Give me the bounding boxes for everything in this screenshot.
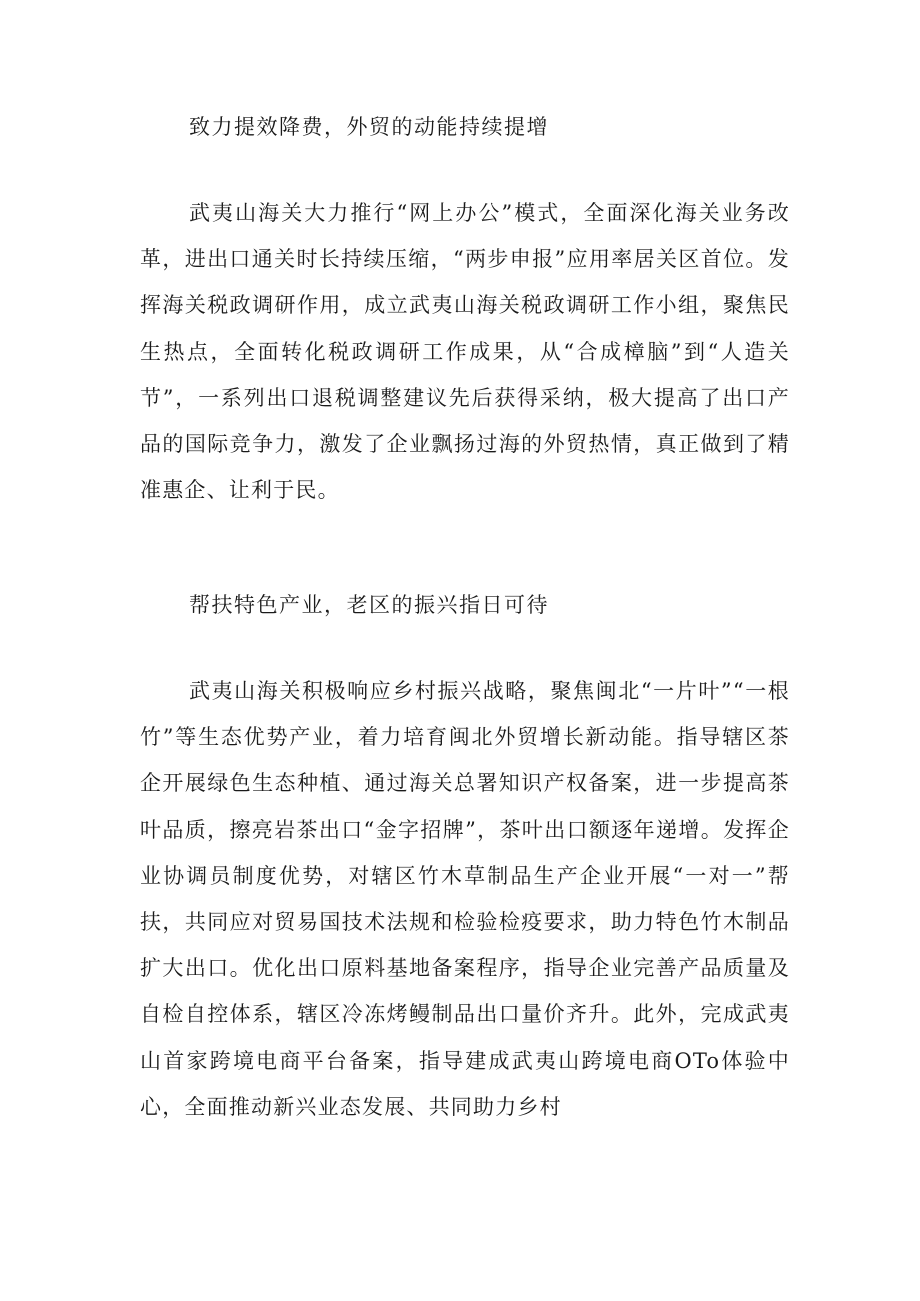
section-heading-special-industry: 帮扶特色产业，老区的振兴指日可待 <box>189 593 549 617</box>
paragraph-online-office: 武夷山海关大力推行“网上办公”模式，全面深化海关业务改革，进出口通关时长持续压缩，“两步申报”应用率居关区首位。发挥海关税政调研作用，成立武夷山海关税政调研工作小组，聚焦民生热点，全面转化税政调研工作成果，从“合成樟脑”到“人造关节”，一系列出口退税调整建议先后获得采纳，极大提高了出口产品的国际竞争力，激发了企业飘扬过海的外贸热情，真正做到了精准惠企、让利于民。 <box>140 201 790 503</box>
paragraph-rural-revitalization: 武夷山海关积极响应乡村振兴战略，聚焦闽北“一片叶”“一根竹”等生态优势产业，着力培育闽北外贸增长新动能。指导辖区茶企开展绿色生态种植、通过海关总署知识产权备案，进一步提高茶叶品质，擦亮岩茶出口“金字招牌”，茶叶出口额逐年递增。发挥企业协调员制度优势，对辖区竹木草制品生产企业开展“一对一”帮扶，共同应对贸易国技术法规和检验检疫要求，助力特色竹木制品扩大出口。优化出口原料基地备案程序，指导企业完善产品质量及自检自控体系，辖区冷冻烤鳗制品出口量价齐升。此外，完成武夷山首家跨境电商平台备案，指导建成武夷山跨境电商OTo体验中心，全面推动新兴业态发展、共同助力乡村 <box>140 679 790 1119</box>
section-heading-efficiency: 致力提效降费，外贸的动能持续提增 <box>189 115 549 139</box>
